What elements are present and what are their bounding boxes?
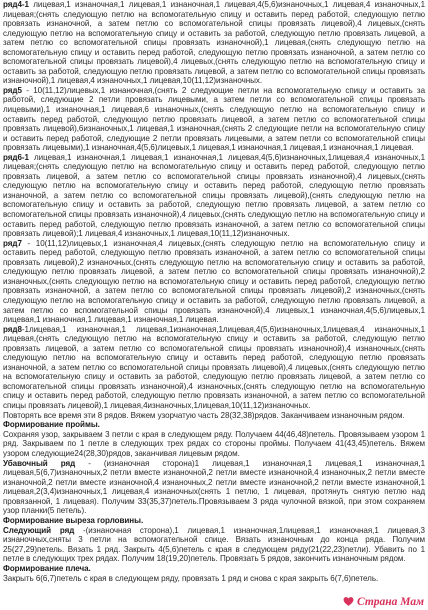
pattern-paragraph <box>3 153 425 239</box>
site-watermark <box>341 595 426 608</box>
pattern-paragraph <box>3 430 425 459</box>
row-label: Убавочный ряд <box>3 458 76 468</box>
row-instructions: - (изнаночная сторона)1 лицевая,1 изнаночная,1 лицевая,1 изнаночная,1 лицевая,5(6,7)изнаночных,2 петли вместе изнаночной,2 петли вместе изнаночной,4 изнаночных,2 петли вместе изнаночной,2 петли вместе изнаночной,4 изнаночных,2 петли вместе изнаночной,2 петли вместе изнаночной,1 лицевая,2(3,4)изнаночных,1 лицевая,4 изнаночных(снять 1 петлю, 1 лицевая, протянуть снятую петлю над провязанной, 1 лицевая). Получим 33(35,37)петель.Провязываем 3 ряда чулочной вязкой, при этом сохраняем узор планки(5 петель). <box>3 458 425 516</box>
pattern-paragraph <box>3 574 425 584</box>
row-label: ряд4-1 <box>3 0 29 9</box>
pattern-paragraph <box>3 239 425 325</box>
row-instructions: лицевая,1 изнаночная,1 лицевая,1 изнаночная,1 лицевая,4(5,6)изнаночных,1 лицевая,4 изнаночных,1 лицевая;(снять следующую петлю на вспомогательную спицу и оставить перед работой, следующую петлю провязать изнаночной, а затем петлю со вспомогательной спицы провязать лицевой),4 лицевых,(снять следующую петлю на вспомогательную спицу и оставить за работой, следующую петлю провязать лицевой, а затем петлю со вспомогательной спицы провязать изнаночной),1 лицевая,(снять следующую петлю на вспомогательную спицу и оставить перед работой, следующую петлю провязать изнаночной, а затем петлю со вспомогательной спицы провязать лицевой),4 лицевых,(снять следующую петлю на вспомогательную спицу и оставить за работой, следующую петлю провязать лицевой, а затем петлю со вспомогательной спицы провязать изнаночной),1 лицевая,4 изнаночных,1 лицевая,10(11,12)изнаночных. <box>3 0 425 86</box>
heart-logo-icon <box>343 596 354 607</box>
pattern-paragraph <box>3 86 425 153</box>
row-instructions: - 10(11,12)лицевых,1 изнаночная,(снять 2 следующие петли на вспомогательную спицу и оставить за работой, следующие 2 петли провязать лицевыми, а затем петли со вспомогательной спицы провязать лицевыми),1 изнаночная,1 лицевая,6 изнаночных,(снять следующую петлю на вспомогательную спицу и оставить перед работой, следующую петлю провязать лицевой, а затем петлю со вспомогательной спицы провязать лицевой),6изнаночных,1 лицевая,1 изнаночная,(снять 2 следующие петли на вспомогательную спицу и оставить перед работой, следующие 2 петли провязать лицевыми, а затем петли со вспомогательной спицы провязать лицевыми),1 изнаночная,4(5,6)лицевых,1 лицевая,1 изнаночная,1 лицевая,1 изнаночная,1 лицевая. <box>3 85 425 153</box>
row-label: ряд8 <box>3 324 22 334</box>
row-instructions: Закрыть 6(6,7)петель с края в следующем ряду, провязать 1 ряд и снова с края закрыть 6(7,6)петель. <box>3 573 379 583</box>
section-heading: Формирование выреза горловины. <box>3 516 144 526</box>
row-label: ряд6-1 <box>3 152 29 162</box>
section-heading: Формирование проймы. <box>3 420 100 430</box>
row-label: Следующий ряд <box>3 525 75 535</box>
row-instructions: лицевая,1 изнаночная,1 лицевая,1 изнаночная,1 лицевая,4(5,6)изнаночных,1лицевая,4 изнаночных,1 лицевая;(снять следующую петлю на вспомогательную спицу и оставить перед работой, следующую петлю провязать лицевой, а затем петлю со вспомогательной спицы провязать изнаночной),4 лицевых,(снять следующую петлю на вспомогательную спицу и оставить перед работой, следующую петлю провязать изнаночной, а затем петлю со вспомогательной спицы провязать лицевой),(снять следующую петлю на вспомогательную спицу и оставить за работой, следующую петлю провязать лицевой, а затем петлю со вспомогательной спицы провязать изнаночной),4 лицевых,(снять следующую петлю на вспомогательную спицу и оставить перед работой, следующую петлю провязать изнаночной, а затем петлю со вспомогательной спицы провязать лицевой);1 лицевая,4 изнаночных,1 лицевая,10(11,12)изнаночных. <box>3 152 425 239</box>
row-instructions: -1лицевая,1 изнаночная,1 лицевая,1изнаночная,1лицевая,4(5,6)изнаночных,1лицевая,4 изнаночных,1 лицевая,(снять следующую петлю на вспомогательную спицу и оставить за работой, следующую петлю провязать лицевой, а затем петлю со вспомогательной спицы провязать изнаночной),4 изнаночных,(снять следующую петлю на вспомогательную спицу и оставить перед работой, следующую петлю провязать изнаночной, а затем петлю со вспомогательной спицы провязать лицевой),4 лицевых,(снять следующую петлю на вспомогательную спицу и оставить за работой, следующую петлю провязать лицевой, а затем петлю со вспомогательной спицы провязать изнаночной),4 изнаночных,(снять следующую петлю на вспомогательную спицу и оставить перед работой, следующую петлю провязать изнаночной, а затем петлю со вспомогательной спицы провязать лицевой),1 лицевая,4изнаночных,1лицевая,10(11,12)изнаночных. <box>3 324 425 410</box>
section-heading: Формирование плеча. <box>3 564 91 574</box>
pattern-document <box>3 0 425 583</box>
row-label: ряд7 <box>3 238 22 248</box>
pattern-paragraph <box>3 325 425 411</box>
pattern-paragraph <box>3 411 425 421</box>
row-instructions: - 10(11,12)лицевых,1 изнаночная,4 лицевых,(снять следующую петлю на вспомогательную спицу и оставить перед работой, следующую петлю провязать изнаночной, а затем петлю со вспомогательной спицы провязать лицевой),2 изнаночных,(снять следующую петлю на вспомогательную спицу и оставить за работой, следующую петлю провязать лицевой, а затем петлю со вспомогательной спицы провязать изнаночной),2 изнаночных,(снять следующую петлю на вспомогательную спицу и оставить перед работой, следующую петлю провязать изнаночной, а затем петлю со вспомогательной спицы провязать лицевой),2 изнаночных,(снять следующую петлю на вспомогательную спицу и оставить за работой, следующую петлю провязать лицевой, а затем петлю со вспомогательной спицы провязать изнаночной),4 лицевых,1 изнаночная,4(5,6)лицевых,1 лицевая,1 изнаночная,1 лицевая,1 изнаночная,1 лицевая. <box>3 238 425 325</box>
pattern-paragraph <box>3 526 425 564</box>
watermark-text: Страна Мам <box>357 595 424 608</box>
pattern-paragraph <box>3 459 425 516</box>
pattern-paragraph <box>3 0 425 86</box>
row-instructions: Сохраняя узор, закрываем 3 петли с края в следующем ряду. Получаем 44(46,48)петель. Провязываем узором 1 ряд. Закрываем по 1 петле в следующих трех рядах со стороны проймы. Получаем 41(43,45)петель. Вяжем узором следующие24(28,30)рядов, заканчивая лицевым рядом. <box>3 429 425 458</box>
row-instructions: Повторять все время эти 8 рядов. Вяжем узорчатую часть 28(32,38)рядов. Заканчиваем изнаночным рядом. <box>3 410 405 420</box>
row-label: ряд5 <box>3 85 22 95</box>
row-instructions: -(изнаночная сторона),1 лицевая,1 изнаночная,1лицевая,1 изнаночная,1 лицевая,3 изнаночных,сняты 3 петли на вспомогательной спице. Вязать изнаночным до конца ряда. Получим 25(27,29)петель. Вязать 1 ряд. Закрыть 4(5,6)петель с края в следующем ряду(21(22,23)петли). Убавить по 1 петле в следующих трех рядах. Получим 18(19,20)петель. Провязать 5 рядов, закончить изнаночным рядом. <box>3 525 425 564</box>
